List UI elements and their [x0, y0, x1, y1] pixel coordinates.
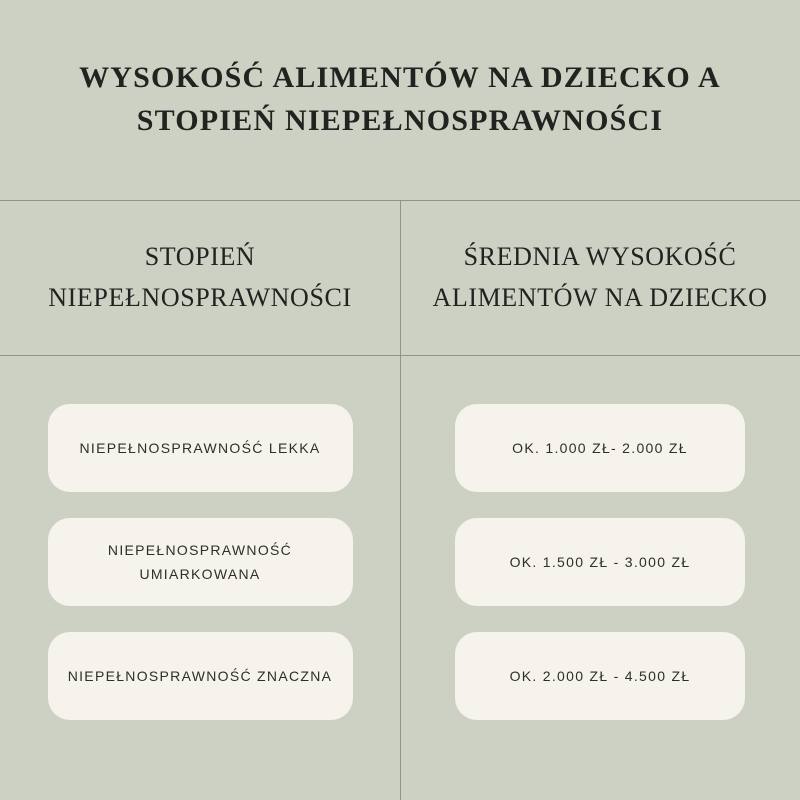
table-header-row — [0, 200, 800, 355]
amount-label: OK. 2.000 ZŁ - 4.500 ZŁ — [509, 667, 691, 684]
column-amounts — [400, 356, 800, 800]
degree-label: NIEPEŁNOSPRAWNOŚĆ UMIARKOWANA — [107, 541, 293, 582]
column-header-amount — [400, 200, 800, 355]
list-item — [455, 518, 745, 606]
column-degrees — [0, 356, 400, 800]
column-header-degree — [0, 200, 400, 355]
list-item — [455, 404, 745, 492]
list-item — [48, 632, 353, 720]
list-item — [48, 518, 353, 606]
degree-label: NIEPEŁNOSPRAWNOŚĆ LEKKA — [79, 439, 321, 456]
table-body — [0, 356, 800, 800]
degree-label: NIEPEŁNOSPRAWNOŚĆ ZNACZNA — [67, 667, 333, 684]
column-header-amount-label: ŚREDNIA WYSOKOŚĆ ALIMENTÓW NA DZIECKO — [432, 242, 768, 312]
list-item — [48, 404, 353, 492]
amount-label: OK. 1.500 ZŁ - 3.000 ZŁ — [509, 553, 691, 570]
page-title: WYSOKOŚĆ ALIMENTÓW NA DZIECKO A STOPIEŃ NIEPEŁNOSPRAWNOŚCI — [79, 61, 721, 137]
column-header-degree-label: STOPIEŃ NIEPEŁNOSPRAWNOŚCI — [48, 242, 352, 312]
title-block — [0, 0, 800, 200]
list-item — [455, 632, 745, 720]
amount-label: OK. 1.000 ZŁ- 2.000 ZŁ — [512, 439, 688, 456]
